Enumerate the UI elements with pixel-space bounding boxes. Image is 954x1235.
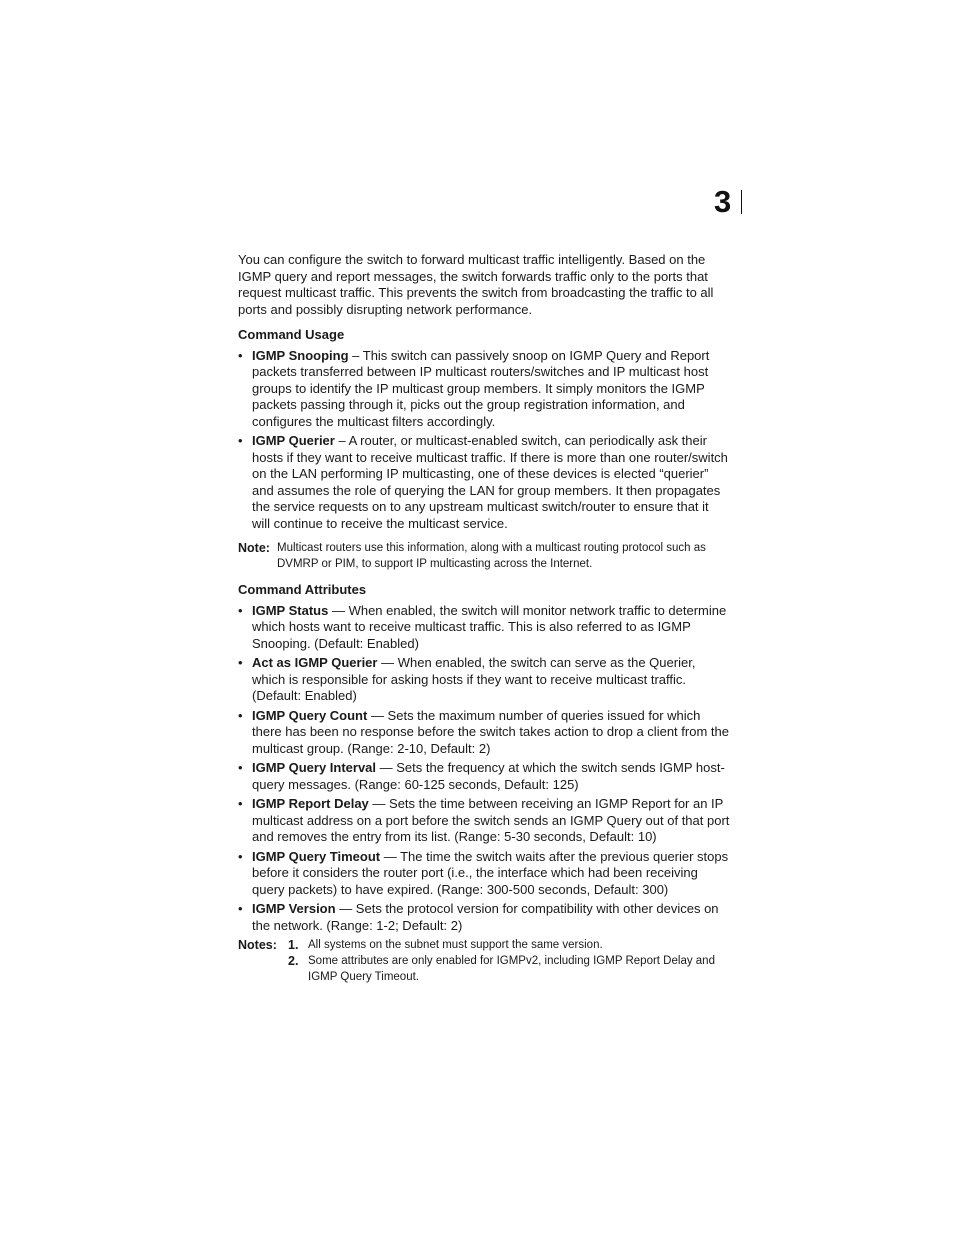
bullet: • [238, 433, 243, 448]
description: – A router, or multicast-enabled switch, can periodically ask their hosts if they want to receive multicast traffic. If there is more than one router/switch on the LAN performing IP multicasting, one of these devices is elected “querier” and assumes the role of querying the LAN for group members. It then propagates the service requests on to any upstream multicast switch/router to ensure that it will continue to receive the multicast service. [252, 433, 728, 531]
list-item [238, 849, 730, 899]
description: – This switch can passively snoop on IGMP Query and Report packets transferred between IP multicast routers/switches and IP multicast host groups to identify the IP multicast group members. It simply monitors the IGMP packets passing through it, picks out the group registration information, and configures the multicast filters accordingly. [252, 347, 710, 429]
command-attributes-list [238, 603, 730, 935]
bullet: • [238, 707, 243, 723]
term: Act as IGMP Querier [252, 655, 378, 670]
bullet: • [238, 760, 243, 775]
list-item [238, 901, 730, 934]
list-item [238, 603, 730, 653]
term: IGMP Query Count [252, 707, 368, 723]
notes-item [288, 953, 730, 985]
bullet: • [238, 901, 243, 916]
command-usage-heading: Command Usage [238, 327, 345, 342]
description: — Sets the time between receiving an IGMP Report for an IP multicast address on a port before the switch sends an IGMP Query out of that port and removes the entry from its list. (Range: 5-30 seconds, Default: 10) [252, 796, 730, 844]
notes-text: Some attributes are only enabled for IGMPv2, including IGMP Report Delay and IGMP Query Timeout. [308, 955, 715, 983]
intro-paragraph: You can configure the switch to forward multicast traffic intelligently. Based on the IGMP query and report messages, the switch forwards traffic only to the ports that request multicast traffic. This prevents the switch from broadcasting the traffic to all ports and possibly disrupting network performance. [238, 252, 714, 317]
description: — The time the switch waits after the previous querier stops before it considers the router port (i.e., the interface which had been receiving query packets) to have expired. (Range: 300-500 seconds, Default: 300) [252, 848, 729, 897]
notes-list [288, 937, 730, 985]
term: IGMP Status [252, 602, 329, 618]
notes-text: All systems on the subnet must support the same version. [308, 939, 603, 951]
note-block [238, 540, 730, 572]
term: IGMP Version [252, 901, 336, 916]
description: — When enabled, the switch will monitor network traffic to determine which hosts want to receive multicast traffic. This is also referred to as IGMP Snooping. (Default: Enabled) [252, 602, 727, 651]
list-item [238, 655, 730, 705]
note-text: Multicast routers use this information, along with a multicast routing protocol such as DVMRP or PIM, to support IP multicasting across the Internet. [277, 542, 706, 570]
bullet: • [238, 347, 243, 363]
term: IGMP Query Timeout [252, 848, 381, 864]
notes-number: 1. [288, 938, 299, 952]
bullet: • [238, 848, 243, 864]
chapter-number: 3 [714, 184, 731, 219]
command-attributes-heading: Command Attributes [238, 582, 367, 597]
bullet: • [238, 602, 243, 618]
command-usage-list [238, 348, 730, 533]
bullet: • [238, 655, 243, 670]
list-item [238, 708, 730, 758]
notes-number: 2. [288, 954, 299, 968]
page-content [238, 252, 730, 985]
notes-block [238, 937, 730, 985]
list-item [238, 348, 730, 431]
list-item [238, 760, 730, 793]
notes-label: Notes: [238, 938, 277, 952]
term: IGMP Query Interval [252, 760, 377, 775]
description: — Sets the maximum number of queries issued for which there has been no response before the switch takes action to drop a client from the multicast group. (Range: 2-10, Default: 2) [252, 707, 729, 756]
term: IGMP Querier [252, 433, 335, 448]
list-item [238, 796, 730, 846]
notes-item [288, 937, 730, 953]
term: IGMP Report Delay [252, 796, 369, 811]
description: — Sets the frequency at which the switch sends IGMP host-query messages. (Range: 60-125 seconds, Default: 125) [252, 760, 725, 792]
list-item [238, 433, 730, 532]
bullet: • [238, 796, 243, 811]
description: — When enabled, the switch can serve as the Querier, which is responsible for asking hosts if they want to receive multicast traffic. (Default: Enabled) [252, 655, 696, 703]
note-label: Note: [238, 541, 270, 555]
description: — Sets the protocol version for compatibility with other devices on the network. (Range: 1-2; Default: 2) [252, 901, 719, 933]
term: IGMP Snooping [252, 347, 349, 363]
chapter-divider [741, 190, 742, 214]
